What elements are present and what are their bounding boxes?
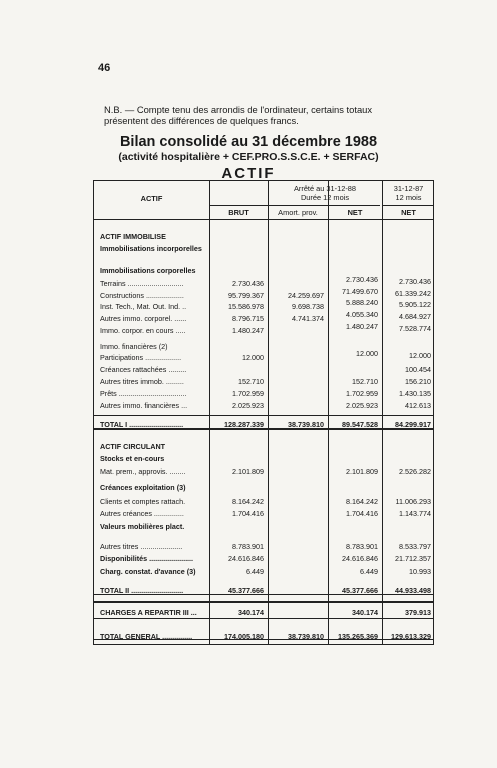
value-net: 8.783.901 <box>346 542 378 551</box>
value-net: 135.265.369 <box>338 632 378 641</box>
row-label: Inst. Tech., Mat. Out. Ind. .. <box>100 302 187 311</box>
value-prev: 5.905.122 <box>399 300 431 309</box>
row-label: Immo. financières (2) <box>100 342 168 351</box>
row-label: TOTAL I ........................... <box>100 420 184 429</box>
header-amort: Amort. prov. <box>278 208 318 217</box>
header-actif: ACTIF <box>140 194 163 203</box>
header-arrete: Arrêté au 31-12-88 <box>293 184 357 193</box>
page-number: 46 <box>98 62 111 74</box>
row-label: Autres immo. financières ... <box>100 401 188 410</box>
page-title: Bilan consolidé au 31 décembre 1988 <box>119 134 378 150</box>
value-prev: 10.993 <box>409 567 431 576</box>
value-brut: 12.000 <box>242 353 264 362</box>
col-rule <box>382 181 383 644</box>
value-net: 1.702.959 <box>346 389 378 398</box>
value-amort: 4.741.374 <box>292 314 324 323</box>
value-brut: 15.586.978 <box>228 302 264 311</box>
value-prev: 412.613 <box>405 401 431 410</box>
header-net-prev: NET <box>401 208 416 217</box>
value-brut: 1.702.959 <box>232 389 264 398</box>
row-label: CHARGES A REPARTIR III ... <box>100 608 197 617</box>
value-amort: 38.739.810 <box>288 420 324 429</box>
value-prev: 1.430.135 <box>399 389 431 398</box>
row-rule <box>94 601 433 603</box>
value-brut: 340.174 <box>238 608 264 617</box>
header-rule <box>209 205 380 206</box>
value-prev: 2.526.282 <box>399 467 431 476</box>
row-label: Disponibilités ...................... <box>100 554 194 563</box>
row-label: Clients et comptes rattach. <box>100 497 186 506</box>
value-brut: 174.005.180 <box>224 632 264 641</box>
row-label: Créances rattachées ......... <box>100 365 187 374</box>
row-label: Terrains ............................ <box>100 279 184 288</box>
balance-sheet-table <box>93 180 434 645</box>
value-brut: 8.796.715 <box>232 314 264 323</box>
row-label: Immobilisations corporelles <box>100 266 196 275</box>
value-prev: 11.006.293 <box>395 497 431 506</box>
header-prev-duree: 12 mois <box>395 193 422 202</box>
value-net: 2.101.809 <box>346 467 378 476</box>
value-prev: 21.712.357 <box>395 554 431 563</box>
value-brut: 152.710 <box>238 377 264 386</box>
row-label: Constructions ................... <box>100 291 184 300</box>
value-brut: 2.101.809 <box>232 467 264 476</box>
row-label: Autres créances ............... <box>100 509 184 518</box>
row-label: ACTIF IMMOBILISE <box>100 232 166 241</box>
value-prev: 12.000 <box>409 351 431 360</box>
row-label: Participations .................. <box>100 353 182 362</box>
value-prev: 4.684.927 <box>399 312 431 321</box>
value-prev: 129.613.329 <box>391 632 431 641</box>
row-label: Autres titres immob. ......... <box>100 377 184 386</box>
row-label: ACTIF CIRCULANT <box>100 442 166 451</box>
value-net: 1.480.247 <box>346 322 378 331</box>
value-brut: 6.449 <box>246 567 264 576</box>
page-subtitle: (activité hospitalière + CEF.PRO.S.S.C.E. + SERFAC) <box>118 151 379 163</box>
value-brut: 1.704.416 <box>232 509 264 518</box>
header-prev-date: 31-12-87 <box>393 184 424 193</box>
value-net: 340.174 <box>352 608 378 617</box>
value-prev: 379.913 <box>405 608 431 617</box>
row-label: Immobilisations incorporelles <box>100 244 202 253</box>
value-prev: 44.933.498 <box>395 586 431 595</box>
row-label: TOTAL GENERAL ............... <box>100 632 193 641</box>
value-prev: 2.730.436 <box>399 277 431 286</box>
value-net: 152.710 <box>352 377 378 386</box>
value-net: 71.499.670 <box>342 287 378 296</box>
header-brut: BRUT <box>228 208 249 217</box>
value-prev: 1.143.774 <box>399 509 431 518</box>
row-label: Charg. constat. d'avance (3) <box>100 567 196 576</box>
row-label: Autres titres ..................... <box>100 542 183 551</box>
section-heading: ACTIF <box>221 165 276 182</box>
col-rule <box>328 181 329 644</box>
note-line-2: présentent des différences de quelques francs. <box>104 115 299 126</box>
value-net: 4.055.340 <box>346 310 378 319</box>
value-net: 8.164.242 <box>346 497 378 506</box>
value-net: 6.449 <box>360 567 378 576</box>
value-net: 12.000 <box>356 349 378 358</box>
row-label: Immo. corpor. en cours ..... <box>100 326 186 335</box>
row-label: Prêts .................................. <box>100 389 187 398</box>
header-rule <box>382 205 433 206</box>
value-amort: 24.259.697 <box>288 291 324 300</box>
note-paragraph <box>104 104 430 126</box>
value-net: 2.730.436 <box>346 275 378 284</box>
value-brut: 128.287.339 <box>224 420 264 429</box>
value-prev: 100.454 <box>405 365 431 374</box>
row-label: Stocks et en-cours <box>100 454 165 463</box>
row-label: Mat. prem., approvis. ........ <box>100 467 186 476</box>
note-line-1: N.B. — Compte tenu des arrondis de l'ordinateur, certains totaux <box>104 104 373 115</box>
value-prev: 156.210 <box>405 377 431 386</box>
value-net: 89.547.528 <box>342 420 378 429</box>
row-label: Autres immo. corporel. ...... <box>100 314 187 323</box>
value-brut: 1.480.247 <box>232 326 264 335</box>
col-rule <box>268 181 269 644</box>
value-net: 5.888.240 <box>346 298 378 307</box>
value-prev: 84.299.917 <box>395 420 431 429</box>
header-rule <box>94 219 433 220</box>
row-label: Valeurs mobilières plact. <box>100 522 185 531</box>
row-label: Créances exploitation (3) <box>100 483 186 492</box>
value-net: 45.377.666 <box>342 586 378 595</box>
value-amort: 9.698.738 <box>292 302 324 311</box>
value-brut: 24.616.846 <box>228 554 264 563</box>
row-rule <box>94 618 433 619</box>
value-prev: 8.533.797 <box>399 542 431 551</box>
value-brut: 95.799.367 <box>228 291 264 300</box>
value-brut: 8.783.901 <box>232 542 264 551</box>
row-rule <box>94 415 433 416</box>
header-duree: Durée 12 mois <box>300 193 350 202</box>
row-label: TOTAL II .......................... <box>100 586 184 595</box>
value-prev: 7.528.774 <box>399 324 431 333</box>
value-brut: 2.025.923 <box>232 401 264 410</box>
value-net: 1.704.416 <box>346 509 378 518</box>
value-brut: 8.164.242 <box>232 497 264 506</box>
value-net: 24.616.846 <box>342 554 378 563</box>
value-brut: 45.377.666 <box>228 586 264 595</box>
header-net: NET <box>347 208 363 217</box>
value-amort: 38.739.810 <box>288 632 324 641</box>
value-brut: 2.730.436 <box>232 279 264 288</box>
col-rule <box>209 181 210 644</box>
value-prev: 61.339.242 <box>395 289 431 298</box>
value-net: 2.025.923 <box>346 401 378 410</box>
